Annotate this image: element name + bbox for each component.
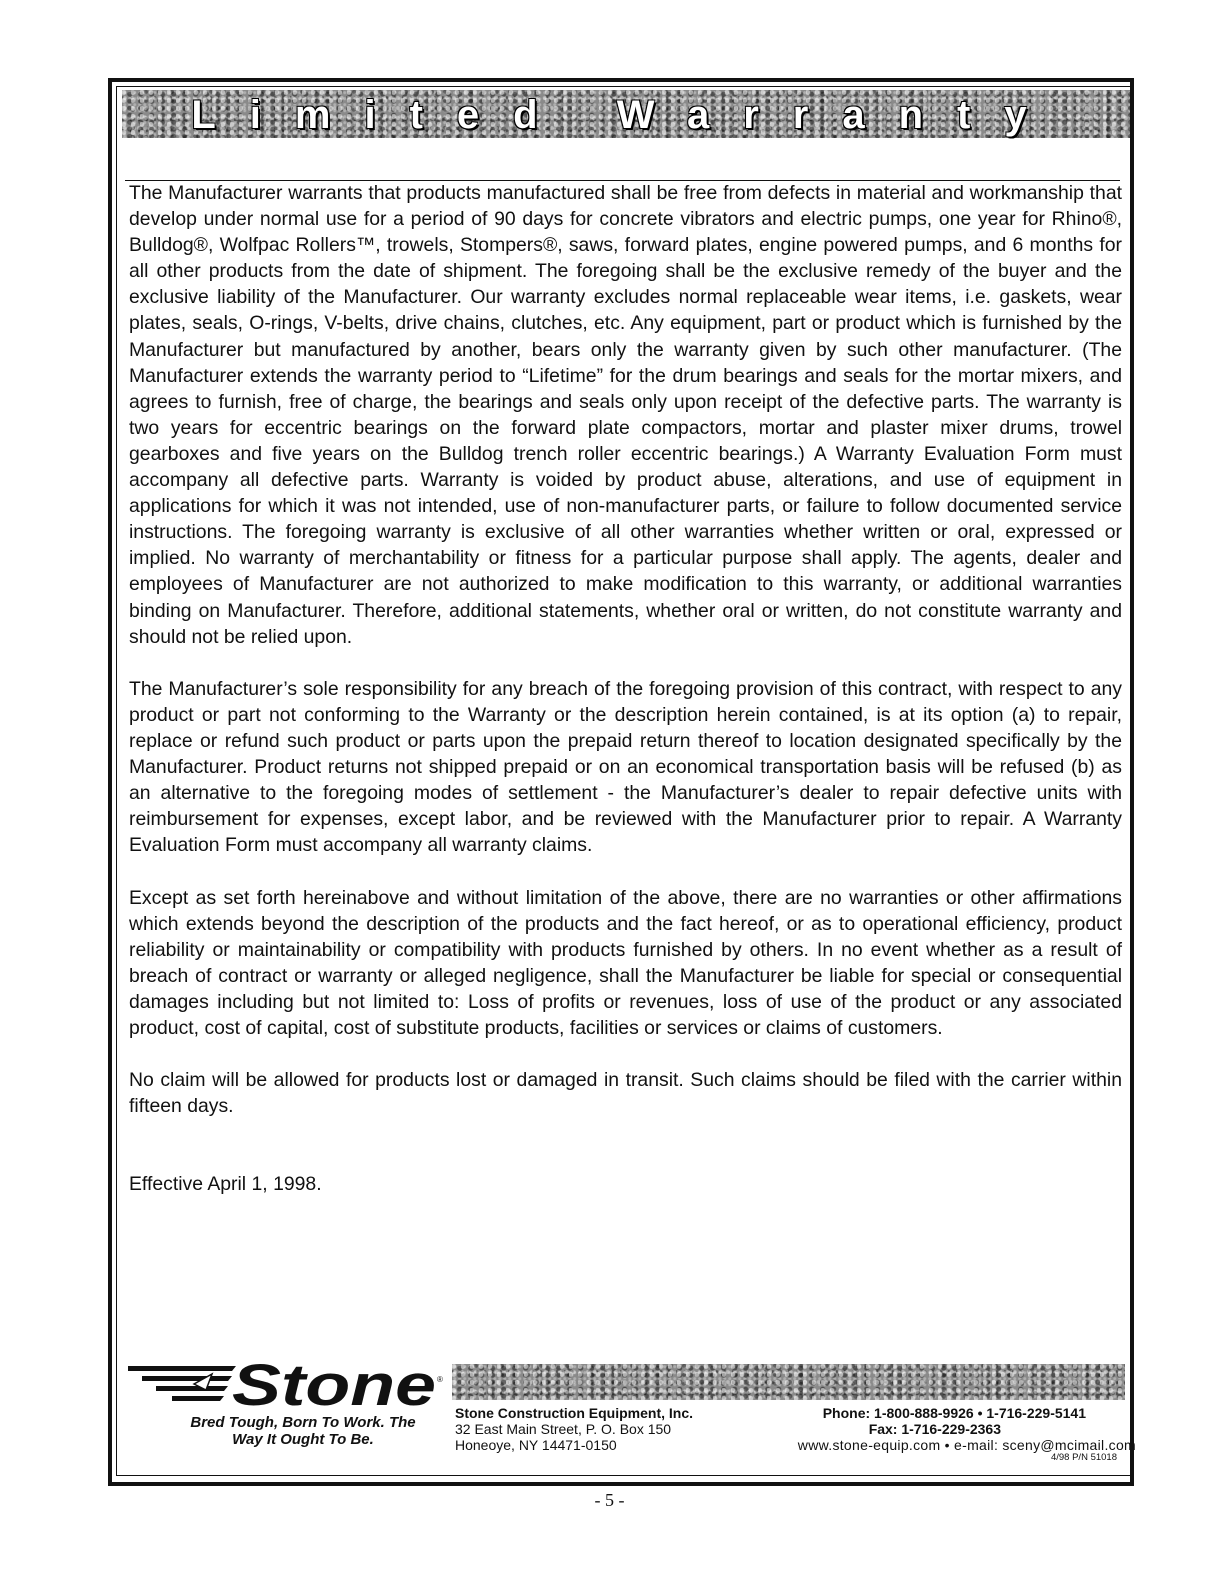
stone-logo [128, 1356, 444, 1412]
address-line-1: 32 East Main Street, P. O. Box 150 [455, 1421, 672, 1437]
address-line-2: Honeoye, NY 14471-0150 [455, 1437, 617, 1453]
footer-banner [452, 1364, 1125, 1400]
fax-number: Fax: 1-716-229-2363 [868, 1421, 1001, 1437]
logo-speed-lines-icon [128, 1366, 236, 1401]
warranty-body [129, 180, 1122, 1224]
warranty-paragraph-2: The Manufacturer’s sole responsibility for any breach of the foregoing provision of this contract, with respect to any product or part not conforming to the Warranty or the description herein contained, is at its option (a) to repair, replace or refund such product or parts upon the prepaid return thereof to location designated specifically by the Manufacturer. Product returns not shipped prepaid or on an economical transportation basis will be refused (b) as an alternative to the foregoing modes of settlement - the Manufacturer’s dealer to repair defective units with reimbursement for expenses, except labor, and be reviewed with the Manufacturer prior to repair. A Warranty Evaluation Form must accompany all warranty claims. [129, 677, 1122, 857]
warranty-paragraph-1: The Manufacturer warrants that products manufactured shall be free from defects in material and workmanship that develop under normal use for a period of 90 days for concrete vibrators and electric pumps, one year for Rhino®, Bulldog®, Wolfpac Rollers™, trowels, Stompers®, saws, forward plates, engine powered pumps, and 6 months for all other products from the date of shipment. The foregoing shall be the exclusive remedy of the buyer and the exclusive liability of the Manufacturer. Our warranty excludes normal replaceable wear items, i.e. gaskets, wear plates, seals, O-rings, V-belts, drive chains, clutches, etc. Any equipment, part or product which is furnished by the Manufacturer but manufactured by another, bears only the warranty given by such other manufacturer. (The Manufacturer extends the warranty period to “Lifetime” for the drum bearings and seals for the mortar mixers, and agrees to furnish, free of charge, the bearings and seals only upon receipt of the defective parts. The warranty is two years for eccentric bearings on the forward plate compactors, mortar and plaster mixer drums, trowel gearboxes and five years on the Bulldog trench roller eccentric bearings.) A Warranty Evaluation Form must accompany all defective parts. Warranty is voided by product abuse, alterations, and use of equipment in applications for which it was not intended, use of non-manufacturer parts, or failure to follow documented service instructions. The foregoing warranty is exclusive of all other warranties whether written or oral, expressed or implied. No warranty of merchantability or fitness for a particular purpose shall apply. The agents, dealer and employees of Manufacturer are not authorized to make modification to this warranty, or additional warranties binding on Manufacturer. Therefore, additional statements, whether oral or written, do not constitute warranty and should not be relied upon. [129, 182, 1122, 648]
phone-numbers: Phone: 1-800-888-9926 • 1-716-229-5141 [822, 1405, 1086, 1421]
company-name: Stone Construction Equipment, Inc. [455, 1405, 693, 1421]
company-address-block [455, 1405, 693, 1453]
tagline-line-2: Way It Ought To Be. [232, 1431, 374, 1448]
page-number: - 5 - [594, 1490, 625, 1510]
registered-mark-icon: ® [437, 1375, 443, 1384]
page-title: Limited Warranty [191, 93, 1061, 137]
title-banner [122, 90, 1130, 138]
web-and-email: www.stone-equip.com • e-mail: sceny@mcimail.com [797, 1437, 1136, 1453]
warranty-paragraph-3: Except as set forth hereinabove and without limitation of the above, there are no warranties or other affirmations which extends beyond the description of the products and the fact hereof, or as to operational efficiency, product reliability or maintainability or compatibility with products furnished by others. In no event whether as a result of breach of contract or warranty or alleged negligence, shall the Manufacturer be liable for special or consequential damages including but not limited to: Loss of profits or revenues, loss of use of the product or any associated product, cost of capital, cost of substitute products, facilities or services or claims of customers. [129, 886, 1122, 1039]
effective-date: Effective April 1, 1998. [129, 1173, 322, 1196]
tagline-line-1: Bred Tough, Born To Work. The [190, 1414, 416, 1431]
warranty-paragraph-4: No claim will be allowed for products lost or damaged in transit. Such claims should be filed with the carrier within fifteen days. [129, 1069, 1122, 1118]
logo-wordmark: Stone [232, 1356, 436, 1412]
part-number: 4/98 P/N 51018 [1050, 1452, 1117, 1463]
footer-tagline [168, 1414, 438, 1448]
